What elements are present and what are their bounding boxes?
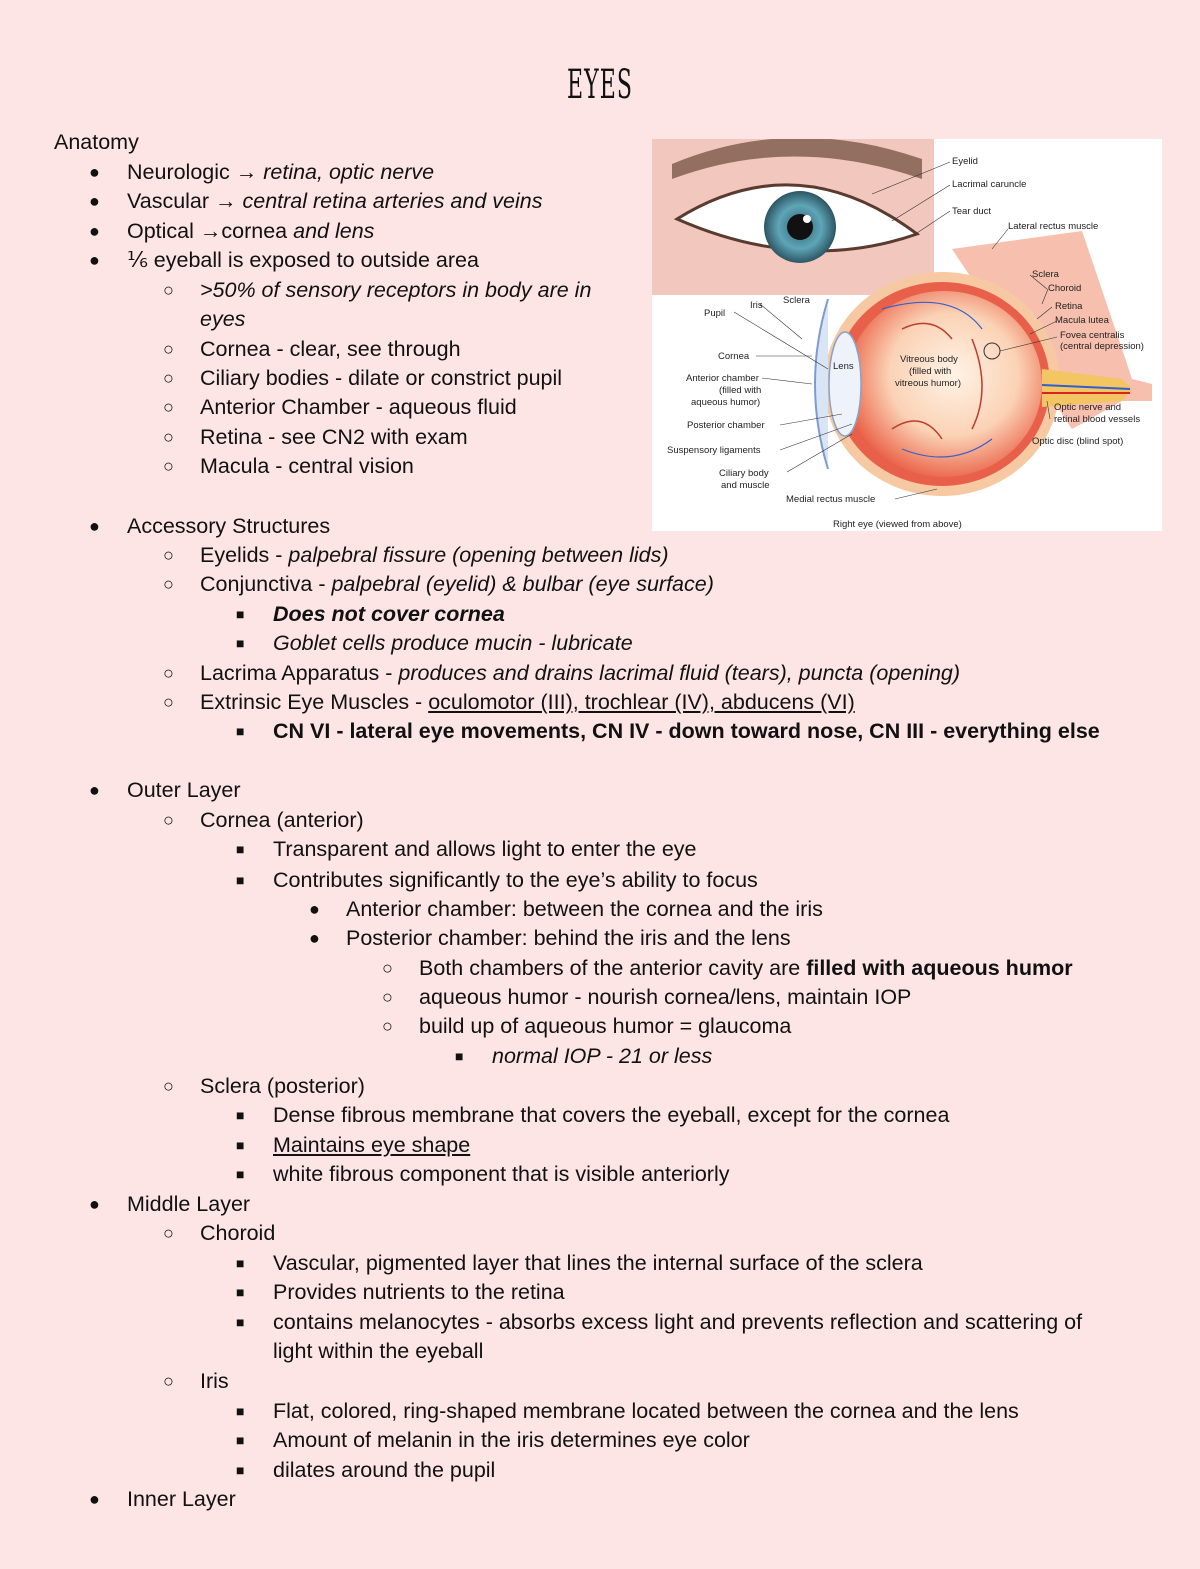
bullet-circle: ○: [163, 663, 174, 683]
outer-heading: Outer Layer: [127, 778, 241, 802]
middle-sub-item: Provides nutrients to the retina: [273, 1280, 565, 1304]
label-ciliary-muscle: and muscle: [721, 480, 770, 491]
bullet-square: ■: [236, 1462, 245, 1478]
outer-chamber-note: Both chambers of the anterior cavity are filled with aqueous humor: [419, 956, 1073, 980]
label-optic-nerve: Optic nerve and: [1054, 402, 1122, 413]
label-fovea: Fovea centralis: [1060, 330, 1125, 341]
label-vitreous-note2: vitreous humor): [895, 378, 961, 389]
bullet-disc: ●: [309, 899, 320, 919]
label-eyelid: Eyelid: [952, 156, 978, 167]
anatomy-heading: Anatomy: [54, 130, 139, 154]
accessory-sub-item: Does not cover cornea: [273, 602, 505, 626]
label-iris: Iris: [750, 300, 763, 311]
bullet-circle: ○: [163, 1076, 174, 1096]
outer-chamber-note: build up of aqueous humor = glaucoma: [419, 1014, 792, 1038]
bullet-circle: ○: [163, 574, 174, 594]
accessory-item: Extrinsic Eye Muscles - oculomotor (III), trochlear (IV), abducens (VI): [200, 690, 855, 714]
label-choroid: Choroid: [1048, 283, 1082, 294]
bullet-square: ■: [236, 1107, 245, 1123]
label-pupil: Pupil: [704, 308, 726, 319]
anatomy-item: Optical →cornea and lens: [127, 219, 375, 243]
bullet-square: ■: [236, 606, 245, 622]
anatomy-sub-item: Retina - see CN2 with exam: [200, 425, 468, 449]
anatomy-item: Neurologic → retina, optic nerve: [127, 160, 435, 184]
bullet-circle: ○: [163, 1371, 174, 1391]
bullet-circle: ○: [163, 339, 174, 359]
label-suspensory-ligaments: Suspensory ligaments: [667, 445, 761, 456]
label-posterior-chamber: Posterior chamber: [687, 420, 765, 431]
anatomy-sub-item: Macula - central vision: [200, 454, 414, 478]
label-fovea-note: (central depression): [1060, 341, 1144, 352]
bullet-disc: ●: [89, 221, 100, 241]
bullet-circle: ○: [163, 810, 174, 830]
eye-diagram-svg: [652, 139, 1162, 531]
bullet-disc: ●: [89, 250, 100, 270]
bullet-disc: ●: [309, 928, 320, 948]
bullet-circle: ○: [163, 368, 174, 388]
bullet-disc: ●: [89, 780, 100, 800]
middle-sub-item: Amount of melanin in the iris determines eye color: [273, 1428, 750, 1452]
accessory-item: Lacrima Apparatus - produces and drains lacrimal fluid (tears), puncta (opening): [200, 661, 961, 685]
label-sclera-right: Sclera: [1032, 269, 1059, 280]
inner-heading: Inner Layer: [127, 1487, 236, 1511]
outer-sub-item: Maintains eye shape: [273, 1133, 471, 1157]
bullet-square: ■: [236, 1432, 245, 1448]
bullet-square: ■: [236, 1284, 245, 1300]
bullet-square: ■: [236, 1314, 245, 1330]
bullet-square: ■: [236, 1166, 245, 1182]
bullet-disc: ●: [89, 162, 100, 182]
label-vitreous-note: (filled with: [909, 366, 952, 377]
label-optic-vessels: retinal blood vessels: [1054, 414, 1141, 425]
outer-item: Cornea (anterior): [200, 808, 364, 832]
bullet-circle: ○: [163, 692, 174, 712]
bullet-circle: ○: [163, 280, 174, 300]
bullet-circle: ○: [163, 456, 174, 476]
bullet-disc: ●: [89, 1194, 100, 1214]
label-tear-duct: Tear duct: [952, 206, 992, 217]
anatomy-sub-item: Ciliary bodies - dilate or constrict pupil: [200, 366, 563, 390]
bullet-disc: ●: [89, 1489, 100, 1509]
anatomy-sub-item: Cornea - clear, see through: [200, 337, 461, 361]
label-optic-disc: Optic disc (blind spot): [1032, 436, 1124, 447]
anatomy-sub-item: >50% of sensory receptors in body are in: [200, 278, 592, 302]
label-lateral-rectus: Lateral rectus muscle: [1008, 221, 1099, 232]
label-retina: Retina: [1055, 301, 1083, 312]
accessory-sub-item: CN VI - lateral eye movements, CN IV - down toward nose, CN III - everything else: [273, 719, 1100, 743]
label-anterior-note: (filled with: [719, 385, 762, 396]
bullet-circle: ○: [163, 397, 174, 417]
bullet-circle: ○: [382, 1016, 393, 1036]
middle-sub-item: Vascular, pigmented layer that lines the internal surface of the sclera: [273, 1251, 923, 1275]
bullet-square: ■: [236, 1255, 245, 1271]
bullet-square: ■: [236, 723, 245, 739]
lens: [829, 332, 861, 436]
bullet-disc: ●: [89, 191, 100, 211]
bullet-disc: ●: [89, 516, 100, 536]
outer-chamber-note: aqueous humor - nourish cornea/lens, maintain IOP: [419, 985, 912, 1009]
accessory-item: Conjunctiva - palpebral (eyelid) & bulbar (eye surface): [200, 572, 714, 596]
middle-sub-item-cont: light within the eyeball: [273, 1339, 484, 1363]
middle-item: Choroid: [200, 1221, 276, 1245]
outer-sub-item: Dense fibrous membrane that covers the eyeball, except for the cornea: [273, 1103, 950, 1127]
eye-anatomy-diagram: [652, 139, 1162, 531]
cornea: [815, 299, 828, 469]
label-vitreous: Vitreous body: [900, 354, 958, 365]
bullet-square: ■: [236, 1137, 245, 1153]
label-macula: Macula lutea: [1055, 315, 1109, 326]
outer-sub-item: Contributes significantly to the eye’s ability to focus: [273, 868, 758, 892]
anatomy-sub-item: Anterior Chamber - aqueous fluid: [200, 395, 517, 419]
page-title: EYES: [566, 62, 634, 108]
anatomy-sub-item: eyes: [200, 307, 246, 331]
bullet-circle: ○: [163, 427, 174, 447]
bullet-circle: ○: [163, 545, 174, 565]
middle-sub-item: Flat, colored, ring-shaped membrane located between the cornea and the lens: [273, 1399, 1019, 1423]
middle-sub-item: dilates around the pupil: [273, 1458, 496, 1482]
label-anterior-chamber: Anterior chamber: [686, 373, 759, 384]
label-cornea: Cornea: [718, 351, 750, 362]
middle-sub-item: contains melanocytes - absorbs excess light and prevents reflection and scattering of: [273, 1310, 1083, 1334]
bullet-square: ■: [236, 872, 245, 888]
label-lens: Lens: [833, 361, 854, 372]
bullet-square: ■: [236, 841, 245, 857]
diagram-caption: Right eye (viewed from above): [833, 519, 962, 530]
bullet-circle: ○: [163, 1223, 174, 1243]
anatomy-item: ⅙ eyeball is exposed to outside area: [127, 248, 479, 272]
outer-iop-note: normal IOP - 21 or less: [492, 1044, 713, 1068]
bullet-square: ■: [236, 1403, 245, 1419]
label-anterior-note2: aqueous humor): [691, 397, 761, 408]
accessory-heading: Accessory Structures: [127, 514, 331, 538]
bullet-circle: ○: [382, 958, 393, 978]
label-medial-rectus: Medial rectus muscle: [786, 494, 876, 505]
eye-highlight: [803, 215, 811, 223]
accessory-sub-item: Goblet cells produce mucin - lubricate: [273, 631, 633, 655]
outer-chamber-item: Anterior chamber: between the cornea and the iris: [346, 897, 823, 921]
outer-sub-item: Transparent and allows light to enter the eye: [273, 837, 697, 861]
outer-sub-item: white fibrous component that is visible anteriorly: [273, 1162, 730, 1186]
anatomy-item: Vascular → central retina arteries and veins: [127, 189, 543, 213]
label-ciliary-body: Ciliary body: [719, 468, 769, 479]
bullet-square: ■: [455, 1048, 464, 1064]
label-sclera-left: Sclera: [783, 295, 810, 306]
bullet-square: ■: [236, 635, 245, 651]
outer-chamber-item: Posterior chamber: behind the iris and the lens: [346, 926, 791, 950]
middle-item: Iris: [200, 1369, 229, 1393]
middle-heading: Middle Layer: [127, 1192, 251, 1216]
label-lacrimal-caruncle: Lacrimal caruncle: [952, 179, 1027, 190]
accessory-item: Eyelids - palpebral fissure (opening between lids): [200, 543, 669, 567]
outer-item: Sclera (posterior): [200, 1074, 365, 1098]
bullet-circle: ○: [382, 987, 393, 1007]
